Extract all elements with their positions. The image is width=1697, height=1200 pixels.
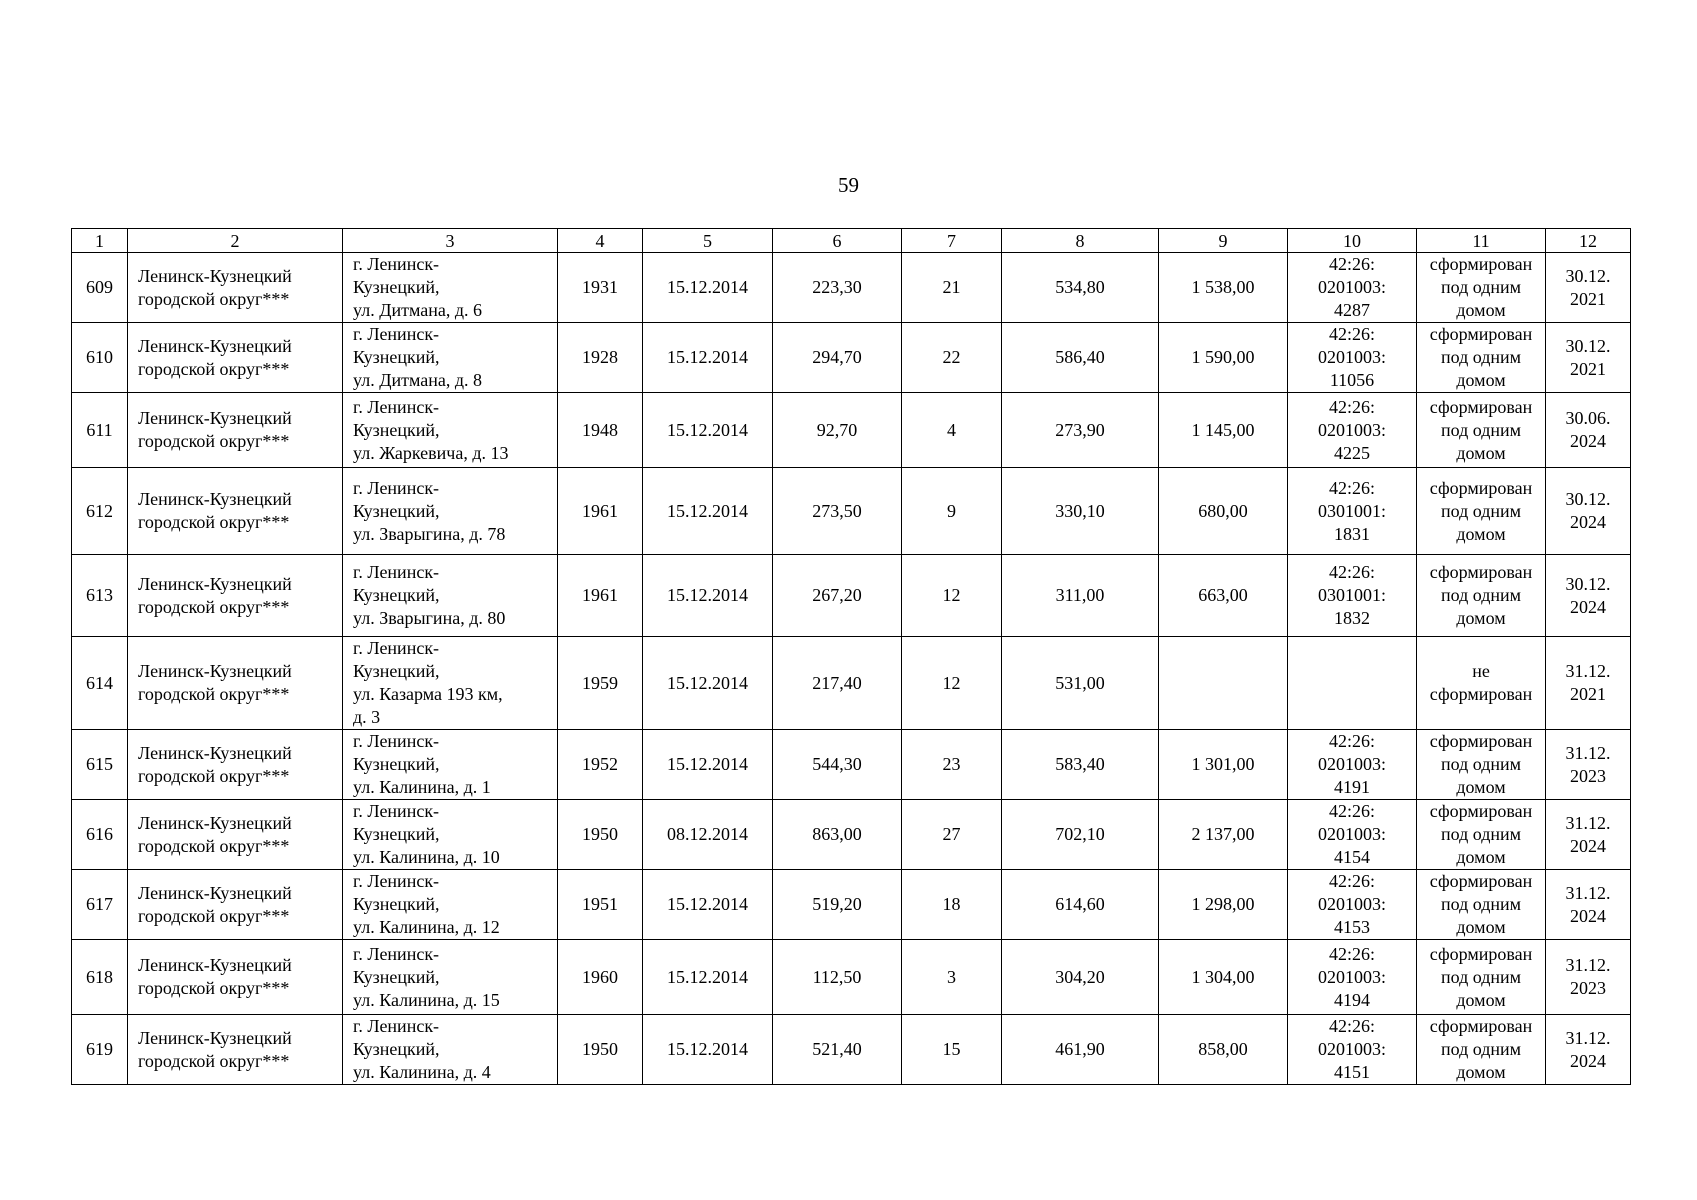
- row-number-cell: 609: [72, 253, 128, 323]
- year-built-cell: 1928: [558, 323, 643, 393]
- land-area-cell: 663,00: [1159, 555, 1288, 637]
- recognition-date-cell: 15.12.2014: [643, 555, 773, 637]
- planned-date-cell: 30.06. 2024: [1546, 393, 1631, 468]
- table-row: [72, 870, 1631, 940]
- area-residential-cell: 519,20: [773, 870, 902, 940]
- row-number-cell: 610: [72, 323, 128, 393]
- address-cell: г. Ленинск- Кузнецкий, ул. Дитмана, д. 8: [343, 323, 558, 393]
- column-header-12: 12: [1546, 229, 1631, 253]
- residents-count-cell: 18: [902, 870, 1002, 940]
- area-residential-cell: 863,00: [773, 800, 902, 870]
- municipality-cell: Ленинск-Кузнецкий городской округ***: [128, 870, 343, 940]
- recognition-date-cell: 15.12.2014: [643, 730, 773, 800]
- table-header-row: [72, 229, 1631, 253]
- area-total-cell: 614,60: [1002, 870, 1159, 940]
- year-built-cell: 1931: [558, 253, 643, 323]
- area-total-cell: 461,90: [1002, 1015, 1159, 1085]
- area-residential-cell: 92,70: [773, 393, 902, 468]
- cadastral-number-cell: [1288, 637, 1417, 730]
- planned-date-cell: 30.12. 2021: [1546, 253, 1631, 323]
- address-cell: г. Ленинск- Кузнецкий, ул. Казарма 193 км, д. 3: [343, 637, 558, 730]
- recognition-date-cell: 15.12.2014: [643, 323, 773, 393]
- column-header-2: 2: [128, 229, 343, 253]
- row-number-cell: 614: [72, 637, 128, 730]
- column-header-3: 3: [343, 229, 558, 253]
- planned-date-cell: 31.12. 2024: [1546, 1015, 1631, 1085]
- land-area-cell: 858,00: [1159, 1015, 1288, 1085]
- recognition-date-cell: 08.12.2014: [643, 800, 773, 870]
- row-number-cell: 613: [72, 555, 128, 637]
- land-status-cell: сформирован под одним домом: [1417, 1015, 1546, 1085]
- table-row: [72, 555, 1631, 637]
- municipality-cell: Ленинск-Кузнецкий городской округ***: [128, 555, 343, 637]
- table-row: [72, 468, 1631, 555]
- address-cell: г. Ленинск- Кузнецкий, ул. Зварыгина, д. 80: [343, 555, 558, 637]
- table-row: [72, 253, 1631, 323]
- table-row: [72, 323, 1631, 393]
- column-header-7: 7: [902, 229, 1002, 253]
- recognition-date-cell: 15.12.2014: [643, 468, 773, 555]
- recognition-date-cell: 15.12.2014: [643, 870, 773, 940]
- cadastral-number-cell: 42:26: 0201003: 4154: [1288, 800, 1417, 870]
- municipality-cell: Ленинск-Кузнецкий городской округ***: [128, 468, 343, 555]
- land-status-cell: сформирован под одним домом: [1417, 940, 1546, 1015]
- land-area-cell: 1 301,00: [1159, 730, 1288, 800]
- column-header-9: 9: [1159, 229, 1288, 253]
- land-status-cell: сформирован под одним домом: [1417, 870, 1546, 940]
- planned-date-cell: 30.12. 2021: [1546, 323, 1631, 393]
- address-cell: г. Ленинск- Кузнецкий, ул. Дитмана, д. 6: [343, 253, 558, 323]
- table-row: [72, 730, 1631, 800]
- row-number-cell: 615: [72, 730, 128, 800]
- residents-count-cell: 27: [902, 800, 1002, 870]
- residents-count-cell: 3: [902, 940, 1002, 1015]
- land-status-cell: не сформирован: [1417, 637, 1546, 730]
- land-status-cell: сформирован под одним домом: [1417, 253, 1546, 323]
- planned-date-cell: 31.12. 2024: [1546, 800, 1631, 870]
- planned-date-cell: 31.12. 2023: [1546, 730, 1631, 800]
- area-residential-cell: 223,30: [773, 253, 902, 323]
- residents-count-cell: 23: [902, 730, 1002, 800]
- residents-count-cell: 12: [902, 555, 1002, 637]
- land-status-cell: сформирован под одним домом: [1417, 393, 1546, 468]
- municipality-cell: Ленинск-Кузнецкий городской округ***: [128, 393, 343, 468]
- cadastral-number-cell: 42:26: 0301001: 1831: [1288, 468, 1417, 555]
- residents-count-cell: 12: [902, 637, 1002, 730]
- page-number: 59: [838, 173, 859, 197]
- address-cell: г. Ленинск- Кузнецкий, ул. Жаркевича, д. 13: [343, 393, 558, 468]
- area-total-cell: 330,10: [1002, 468, 1159, 555]
- cadastral-number-cell: 42:26: 0301001: 1832: [1288, 555, 1417, 637]
- year-built-cell: 1961: [558, 555, 643, 637]
- municipality-cell: Ленинск-Кузнецкий городской округ***: [128, 940, 343, 1015]
- land-area-cell: 2 137,00: [1159, 800, 1288, 870]
- row-number-cell: 611: [72, 393, 128, 468]
- area-residential-cell: 273,50: [773, 468, 902, 555]
- recognition-date-cell: 15.12.2014: [643, 253, 773, 323]
- housing-registry-table: [71, 228, 1631, 1085]
- area-total-cell: 273,90: [1002, 393, 1159, 468]
- year-built-cell: 1950: [558, 800, 643, 870]
- year-built-cell: 1950: [558, 1015, 643, 1085]
- planned-date-cell: 31.12. 2021: [1546, 637, 1631, 730]
- residents-count-cell: 21: [902, 253, 1002, 323]
- column-header-1: 1: [72, 229, 128, 253]
- year-built-cell: 1948: [558, 393, 643, 468]
- area-residential-cell: 544,30: [773, 730, 902, 800]
- planned-date-cell: 31.12. 2023: [1546, 940, 1631, 1015]
- area-total-cell: 702,10: [1002, 800, 1159, 870]
- table-row: [72, 1015, 1631, 1085]
- row-number-cell: 617: [72, 870, 128, 940]
- recognition-date-cell: 15.12.2014: [643, 1015, 773, 1085]
- land-area-cell: 1 145,00: [1159, 393, 1288, 468]
- municipality-cell: Ленинск-Кузнецкий городской округ***: [128, 730, 343, 800]
- cadastral-number-cell: 42:26: 0201003: 4225: [1288, 393, 1417, 468]
- address-cell: г. Ленинск- Кузнецкий, ул. Калинина, д. 15: [343, 940, 558, 1015]
- cadastral-number-cell: 42:26: 0201003: 4194: [1288, 940, 1417, 1015]
- column-header-5: 5: [643, 229, 773, 253]
- row-number-cell: 619: [72, 1015, 128, 1085]
- land-area-cell: 680,00: [1159, 468, 1288, 555]
- residents-count-cell: 15: [902, 1015, 1002, 1085]
- land-area-cell: 1 538,00: [1159, 253, 1288, 323]
- land-status-cell: сформирован под одним домом: [1417, 800, 1546, 870]
- column-header-4: 4: [558, 229, 643, 253]
- recognition-date-cell: 15.12.2014: [643, 940, 773, 1015]
- address-cell: г. Ленинск- Кузнецкий, ул. Зварыгина, д. 78: [343, 468, 558, 555]
- table-row: [72, 940, 1631, 1015]
- land-status-cell: сформирован под одним домом: [1417, 730, 1546, 800]
- planned-date-cell: 31.12. 2024: [1546, 870, 1631, 940]
- year-built-cell: 1952: [558, 730, 643, 800]
- address-cell: г. Ленинск- Кузнецкий, ул. Калинина, д. 1: [343, 730, 558, 800]
- table-row: [72, 637, 1631, 730]
- area-total-cell: 534,80: [1002, 253, 1159, 323]
- area-residential-cell: 521,40: [773, 1015, 902, 1085]
- land-status-cell: сформирован под одним домом: [1417, 323, 1546, 393]
- year-built-cell: 1951: [558, 870, 643, 940]
- municipality-cell: Ленинск-Кузнецкий городской округ***: [128, 323, 343, 393]
- area-total-cell: 583,40: [1002, 730, 1159, 800]
- area-total-cell: 304,20: [1002, 940, 1159, 1015]
- column-header-6: 6: [773, 229, 902, 253]
- address-cell: г. Ленинск- Кузнецкий, ул. Калинина, д. 4: [343, 1015, 558, 1085]
- cadastral-number-cell: 42:26: 0201003: 4153: [1288, 870, 1417, 940]
- land-area-cell: 1 298,00: [1159, 870, 1288, 940]
- row-number-cell: 612: [72, 468, 128, 555]
- land-area-cell: 1 590,00: [1159, 323, 1288, 393]
- municipality-cell: Ленинск-Кузнецкий городской округ***: [128, 1015, 343, 1085]
- column-header-10: 10: [1288, 229, 1417, 253]
- area-residential-cell: 112,50: [773, 940, 902, 1015]
- table-row: [72, 800, 1631, 870]
- land-area-cell: 1 304,00: [1159, 940, 1288, 1015]
- area-total-cell: 531,00: [1002, 637, 1159, 730]
- land-area-cell: [1159, 637, 1288, 730]
- planned-date-cell: 30.12. 2024: [1546, 468, 1631, 555]
- area-total-cell: 586,40: [1002, 323, 1159, 393]
- land-status-cell: сформирован под одним домом: [1417, 555, 1546, 637]
- address-cell: г. Ленинск- Кузнецкий, ул. Калинина, д. 10: [343, 800, 558, 870]
- column-header-11: 11: [1417, 229, 1546, 253]
- table-row: [72, 393, 1631, 468]
- address-cell: г. Ленинск- Кузнецкий, ул. Калинина, д. 12: [343, 870, 558, 940]
- row-number-cell: 616: [72, 800, 128, 870]
- recognition-date-cell: 15.12.2014: [643, 393, 773, 468]
- residents-count-cell: 9: [902, 468, 1002, 555]
- land-status-cell: сформирован под одним домом: [1417, 468, 1546, 555]
- municipality-cell: Ленинск-Кузнецкий городской округ***: [128, 800, 343, 870]
- municipality-cell: Ленинск-Кузнецкий городской округ***: [128, 637, 343, 730]
- area-residential-cell: 217,40: [773, 637, 902, 730]
- cadastral-number-cell: 42:26: 0201003: 4151: [1288, 1015, 1417, 1085]
- planned-date-cell: 30.12. 2024: [1546, 555, 1631, 637]
- table-body: [72, 253, 1631, 1085]
- year-built-cell: 1961: [558, 468, 643, 555]
- recognition-date-cell: 15.12.2014: [643, 637, 773, 730]
- residents-count-cell: 22: [902, 323, 1002, 393]
- cadastral-number-cell: 42:26: 0201003: 4287: [1288, 253, 1417, 323]
- row-number-cell: 618: [72, 940, 128, 1015]
- column-header-8: 8: [1002, 229, 1159, 253]
- cadastral-number-cell: 42:26: 0201003: 11056: [1288, 323, 1417, 393]
- residents-count-cell: 4: [902, 393, 1002, 468]
- year-built-cell: 1959: [558, 637, 643, 730]
- municipality-cell: Ленинск-Кузнецкий городской округ***: [128, 253, 343, 323]
- year-built-cell: 1960: [558, 940, 643, 1015]
- area-total-cell: 311,00: [1002, 555, 1159, 637]
- cadastral-number-cell: 42:26: 0201003: 4191: [1288, 730, 1417, 800]
- area-residential-cell: 267,20: [773, 555, 902, 637]
- area-residential-cell: 294,70: [773, 323, 902, 393]
